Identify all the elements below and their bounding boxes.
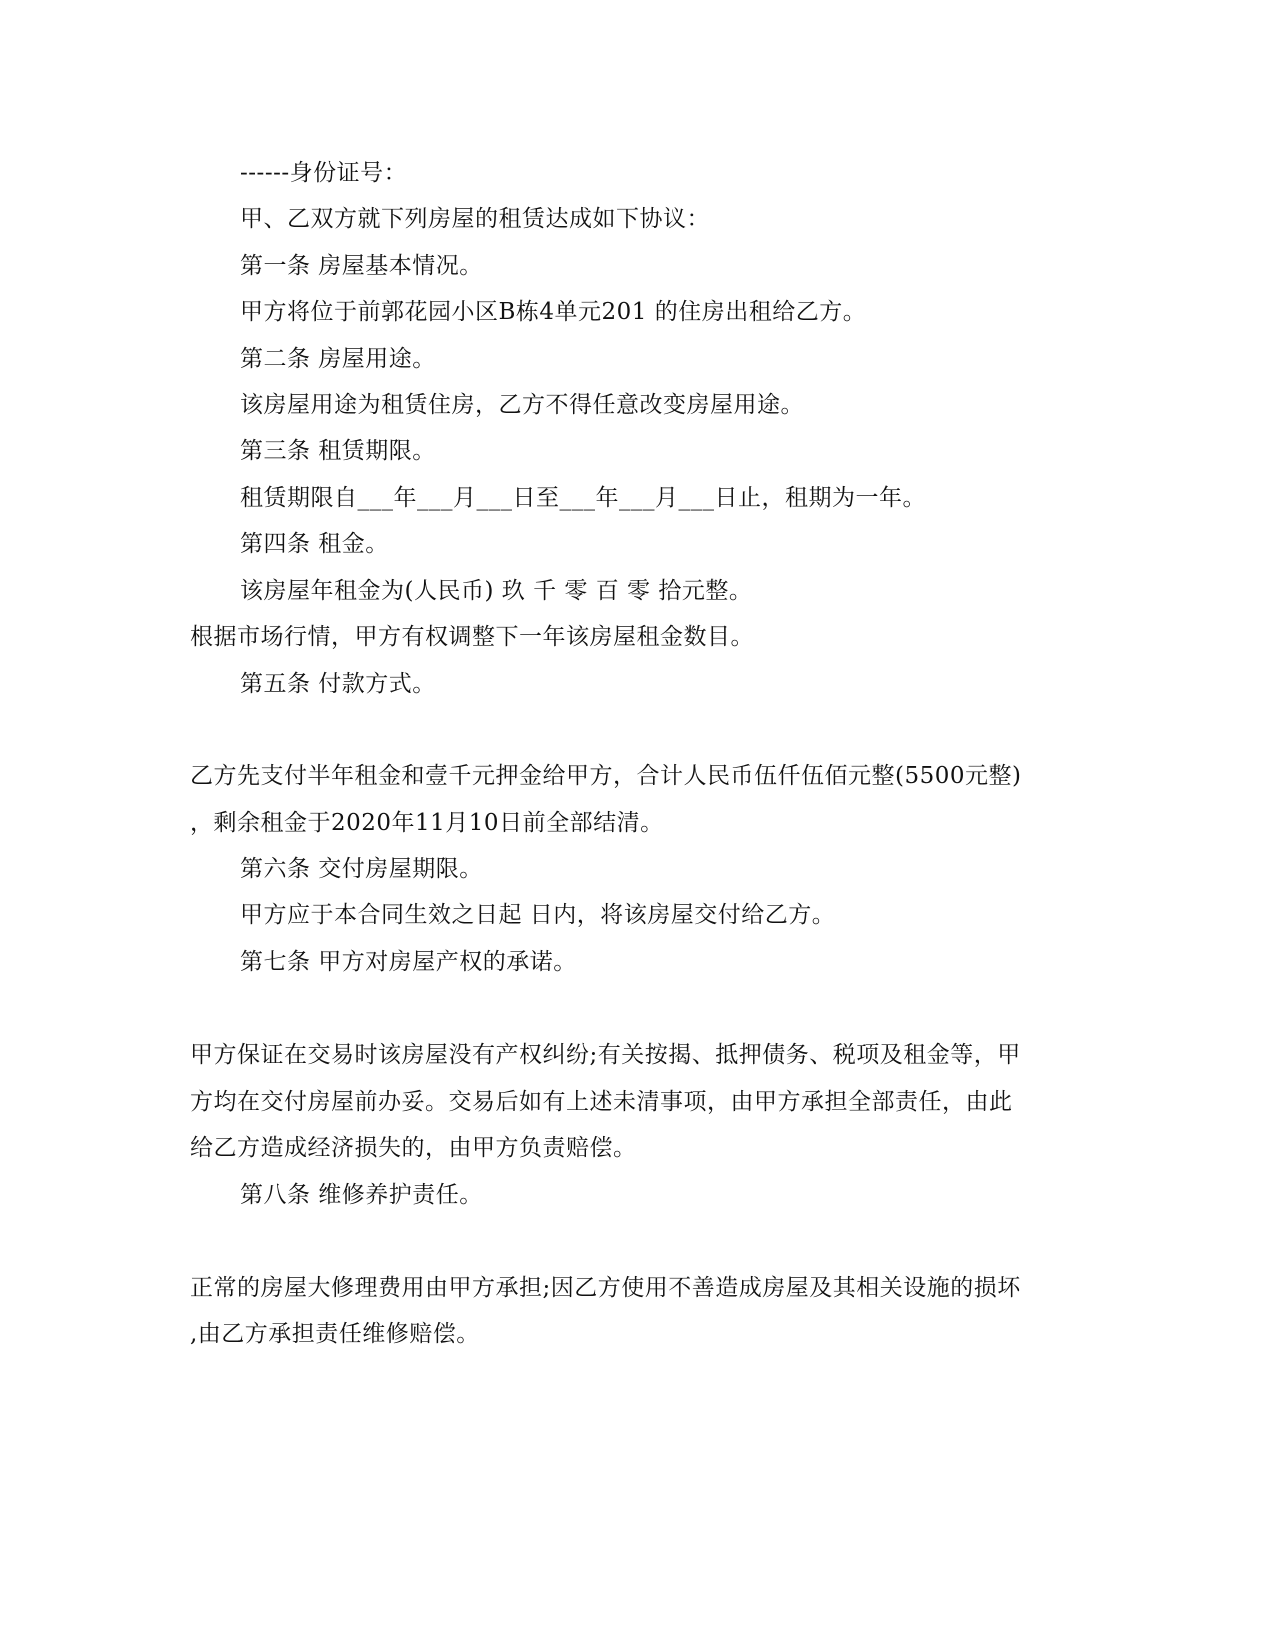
article-4-body-line-1: 该房屋年租金为(人民币) 玖 千 零 百 零 拾元整。 <box>240 578 753 604</box>
article-1-heading: 第一条 房屋基本情况。 <box>240 253 483 279</box>
article-1-body: 甲方将位于前郭花园小区B栋4单元201 的住房出租给乙方。 <box>240 299 867 325</box>
article-5-body-line-1: 乙方先支付半年租金和壹千元押金给甲方，合计人民币伍仟伍佰元整(5500元整) <box>190 763 1022 789</box>
article-8-body-line-2: ,由乙方承担责任维修赔偿。 <box>190 1321 480 1347</box>
article-7-body-line-2: 方均在交付房屋前办妥。交易后如有上述未清事项，由甲方承担全部责任，由此 <box>190 1089 1013 1115</box>
article-7-body-line-1: 甲方保证在交易时该房屋没有产权纠纷;有关按揭、抵押债务、税项及租金等，甲 <box>190 1042 1021 1068</box>
article-7-body-line-3: 给乙方造成经济损失的，由甲方负责赔偿。 <box>190 1135 637 1161</box>
article-4-body-line-2: 根据市场行情，甲方有权调整下一年该房屋租金数目。 <box>190 624 754 650</box>
article-7-heading: 第七条 甲方对房屋产权的承诺。 <box>240 949 577 975</box>
article-4-heading: 第四条 租金。 <box>240 531 389 557</box>
article-3-heading: 第三条 租赁期限。 <box>240 438 436 464</box>
article-8-body-line-1: 正常的房屋大修理费用由甲方承担;因乙方使用不善造成房屋及其相关设施的损坏 <box>190 1275 1021 1301</box>
article-8-heading: 第八条 维修养护责任。 <box>240 1182 483 1208</box>
id-number-line: ------身份证号： <box>240 160 408 186</box>
article-6-body: 甲方应于本合同生效之日起 日内，将该房屋交付给乙方。 <box>240 902 836 928</box>
article-5-body-line-2: ，剩余租金于2020年11月10日前全部结清。 <box>190 810 664 836</box>
article-3-body: 租赁期限自___年___月___日至___年___月___日止，租期为一年。 <box>240 485 926 511</box>
article-2-body: 该房屋用途为租赁住房，乙方不得任意改变房屋用途。 <box>240 392 804 418</box>
article-5-heading: 第五条 付款方式。 <box>240 671 436 697</box>
article-2-heading: 第二条 房屋用途。 <box>240 346 436 372</box>
article-6-heading: 第六条 交付房屋期限。 <box>240 856 483 882</box>
agreement-intro: 甲、乙双方就下列房屋的租赁达成如下协议： <box>240 206 710 232</box>
